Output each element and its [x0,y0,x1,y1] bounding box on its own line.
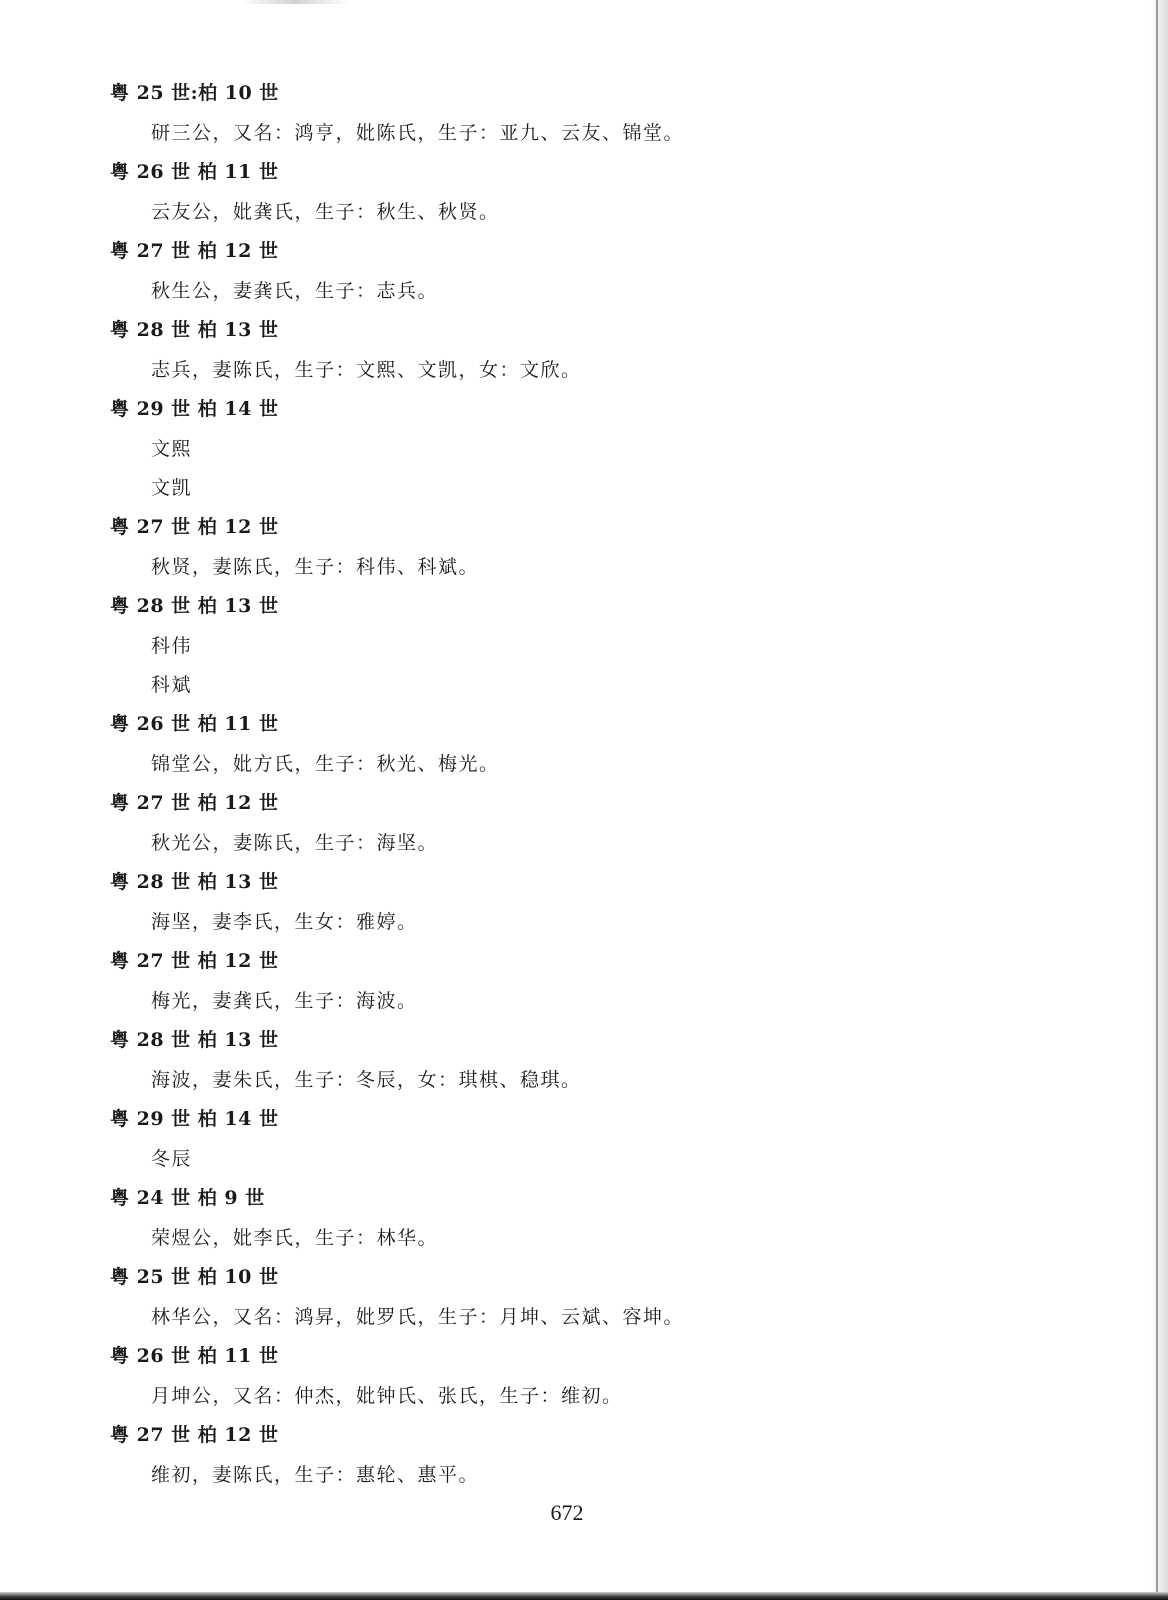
person-record: 荣煜公，妣李氏，生子：林华。 [151,1227,439,1249]
person-record: 海坚，妻李氏，生女：雅婷。 [151,911,418,933]
generation-heading: 粤 24 世 柏 9 世 [110,1187,265,1209]
generation-heading: 粤 28 世 柏 13 世 [110,595,279,617]
page-number: 672 [550,1500,584,1525]
person-record: 文熙 [151,438,193,460]
generation-heading: 粤 25 世 柏 10 世 [110,1266,279,1288]
page-bottom-edge [0,1592,1168,1600]
genealogy-entry [0,710,1150,789]
generation-heading: 粤 25 世:柏 10 世 [110,82,279,104]
genealogy-entry [0,947,1150,1026]
generation-heading: 粤 29 世 柏 14 世 [110,1108,279,1130]
genealogy-entry [0,868,1150,947]
generation-heading: 粤 26 世 柏 11 世 [110,713,279,735]
genealogy-entry [0,1105,1150,1184]
person-record: 科斌 [151,674,193,696]
generation-heading: 粤 27 世 柏 12 世 [110,240,279,262]
generation-heading: 粤 28 世 柏 13 世 [110,1029,279,1051]
person-record: 林华公，又名：鸿昇，妣罗氏，生子：月坤、云斌、容坤。 [151,1306,685,1328]
genealogy-entry [0,1263,1150,1342]
generation-heading: 粤 27 世 柏 12 世 [110,516,279,538]
person-record: 锦堂公，妣方氏，生子：秋光、梅光。 [151,753,500,775]
person-record: 云友公，妣龚氏，生子：秋生、秋贤。 [151,201,500,223]
person-record: 月坤公，又名：仲杰，妣钟氏、张氏，生子：维初。 [151,1385,623,1407]
person-record: 科伟 [151,635,193,657]
genealogy-content [0,79,1150,1500]
generation-heading: 粤 27 世 柏 12 世 [110,1424,279,1446]
genealogy-entry [0,316,1150,395]
page-right-edge [1150,0,1168,1600]
person-record: 海波，妻朱氏，生子：冬辰，女：琪棋、稳琪。 [151,1069,582,1091]
generation-heading: 粤 27 世 柏 12 世 [110,792,279,814]
genealogy-entry [0,789,1150,868]
genealogy-entry [0,1421,1150,1500]
genealogy-entry [0,158,1150,237]
generation-heading: 粤 26 世 柏 11 世 [110,1345,279,1367]
genealogy-entry [0,1026,1150,1105]
genealogy-entry [0,79,1150,158]
genealogy-entry [0,237,1150,316]
generation-heading: 粤 27 世 柏 12 世 [110,950,279,972]
person-record: 研三公，又名：鸿亨，妣陈氏，生子：亚九、云友、锦堂。 [151,122,685,144]
generation-heading: 粤 29 世 柏 14 世 [110,398,279,420]
person-record: 秋光公，妻陈氏，生子：海坚。 [151,832,439,854]
person-record: 冬辰 [151,1148,193,1170]
person-record: 秋生公，妻龚氏，生子：志兵。 [151,280,439,302]
person-record: 秋贤，妻陈氏，生子：科伟、科斌。 [151,556,480,578]
genealogy-entry [0,513,1150,592]
person-record: 维初，妻陈氏，生子：惠轮、惠平。 [151,1464,480,1486]
scan-smudge [240,0,350,4]
genealogy-entry [0,1342,1150,1421]
generation-heading: 粤 28 世 柏 13 世 [110,319,279,341]
genealogy-entry [0,395,1150,513]
person-record: 文凯 [151,477,193,499]
person-record: 梅光，妻龚氏，生子：海波。 [151,990,418,1012]
generation-heading: 粤 28 世 柏 13 世 [110,871,279,893]
person-record: 志兵，妻陈氏，生子：文熙、文凯，女：文欣。 [151,359,582,381]
generation-heading: 粤 26 世 柏 11 世 [110,161,279,183]
genealogy-entry [0,592,1150,710]
genealogy-entry [0,1184,1150,1263]
